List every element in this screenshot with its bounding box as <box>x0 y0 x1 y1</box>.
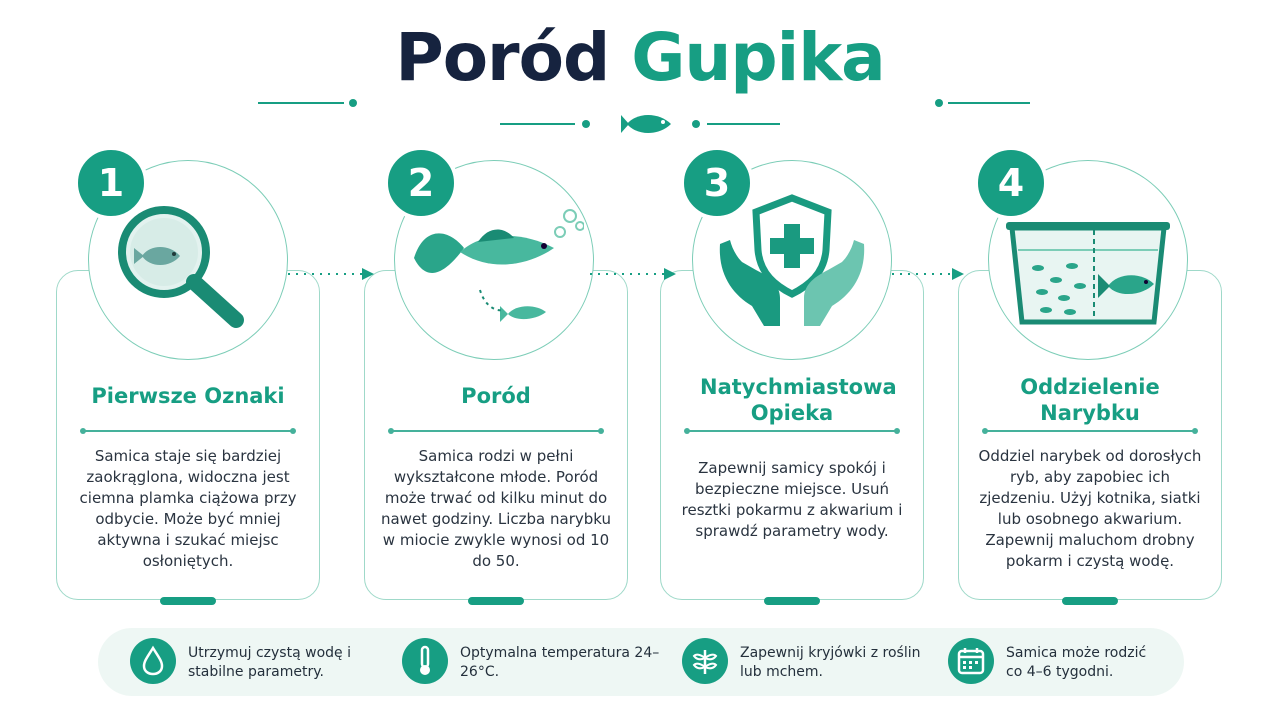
step-text-2: Samica rodzi w pełni wykształcone młode. Poród może trwać od kilku minut do nawet godziny. Liczba narybku w miocie zwykle wynosi od 10 do 50. <box>380 447 611 570</box>
step-badge-4: 4 <box>974 146 1048 220</box>
divider-1 <box>83 430 293 432</box>
tip-4 <box>948 634 1168 690</box>
title-part-1: Poród <box>395 19 610 96</box>
divider-2 <box>391 430 601 432</box>
tip-text-2: Optymalna temperatura 24–26°C. <box>460 645 660 680</box>
tip-2 <box>402 634 662 690</box>
step-text-1: Samica staje się bardziej zaokrąglona, widoczna jest ciemna plamka ciążowa przy odbycie. Może być mniej aktywna i szukać miejsc osłoniętych. <box>79 447 297 570</box>
step-title-3: Natychmiastowa Opieka <box>700 375 897 425</box>
calendar-icon <box>948 638 994 684</box>
step-title-2: Poród <box>461 384 531 408</box>
step-badge-2: 2 <box>384 146 458 220</box>
tip-text-4: Samica może rodzić co 4–6 tygodni. <box>1006 645 1147 680</box>
tip-1 <box>130 634 390 690</box>
water-drop-icon <box>130 638 176 684</box>
title-divider <box>0 88 1280 138</box>
card-tab <box>764 597 820 605</box>
card-tab <box>468 597 524 605</box>
divider-3 <box>687 430 897 432</box>
tip-text-3: Zapewnij kryjówki z roślin lub mchem. <box>740 645 921 680</box>
step-text-4: Oddziel narybek od dorosłych ryb, aby zapobiec ich zjedzeniu. Użyj kotnika, siatki lub osobnego akwarium. Zapewnij maluchom drobny pokarm i czystą wodę. <box>978 447 1202 570</box>
tip-3 <box>682 634 942 690</box>
thermometer-icon <box>402 638 448 684</box>
card-tab <box>160 597 216 605</box>
step-title-1: Pierwsze Oznaki <box>91 384 285 408</box>
card-tab <box>1062 597 1118 605</box>
arrow-connector-3 <box>892 266 968 282</box>
tip-text-1: Utrzymuj czystą wodę i stabilne parametry. <box>188 645 351 680</box>
title-part-2: Gupika <box>631 19 885 96</box>
fish-icon <box>621 115 671 133</box>
plant-icon <box>682 638 728 684</box>
step-badge-3: 3 <box>680 146 754 220</box>
arrow-connector-2 <box>590 266 680 282</box>
step-badge-1: 1 <box>74 146 148 220</box>
step-title-4: Oddzielenie Narybku <box>1020 375 1160 425</box>
divider-4 <box>985 430 1195 432</box>
step-text-3: Zapewnij samicy spokój i bezpieczne miejsce. Usuń resztki pokarmu z akwarium i sprawdź parametry wody. <box>681 459 903 540</box>
arrow-connector-1 <box>288 266 378 282</box>
